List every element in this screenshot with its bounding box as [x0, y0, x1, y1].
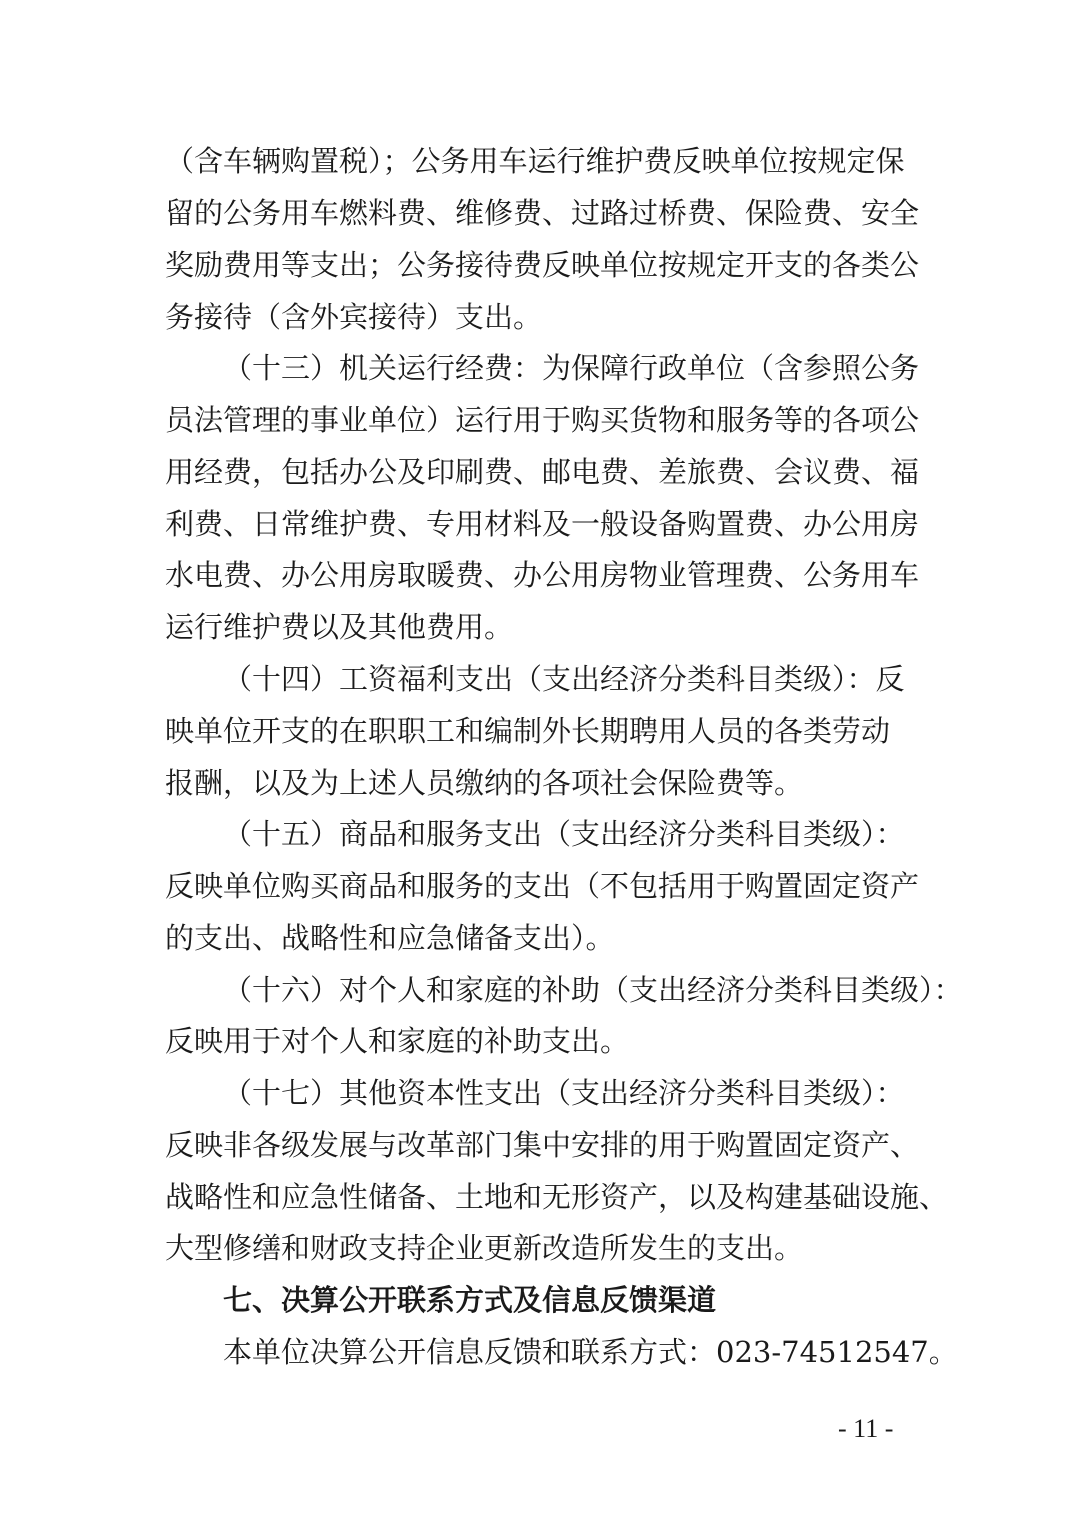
paragraph-line: 反映用于对个人和家庭的补助支出。	[165, 1024, 630, 1058]
paragraph-line: （十三）机关运行经费：为保障行政单位（含参照公务	[223, 351, 920, 385]
paragraph-line: 大型修缮和财政支持企业更新改造所发生的支出。	[165, 1231, 804, 1265]
page-number: - 11 -	[838, 1414, 894, 1443]
paragraph-line: 反映单位购买商品和服务的支出（不包括用于购置固定资产	[165, 869, 920, 903]
paragraph-line: 留的公务用车燃料费、维修费、过路过桥费、保险费、安全	[165, 196, 920, 230]
paragraph-line: 水电费、办公用房取暖费、办公用房物业管理费、公务用车	[165, 558, 920, 592]
paragraph-line: 报酬，以及为上述人员缴纳的各项社会保险费等。	[165, 766, 804, 800]
paragraph-line: 的支出、战略性和应急储备支出）。	[165, 921, 615, 955]
section-heading: 七、决算公开联系方式及信息反馈渠道	[223, 1283, 717, 1317]
paragraph-line: 映单位开支的在职职工和编制外长期聘用人员的各类劳动	[165, 714, 891, 748]
paragraph-line: 利费、日常维护费、专用材料及一般设备购置费、办公用房	[165, 507, 920, 541]
paragraph-line: （含车辆购置税）；公务用车运行维护费反映单位按规定保	[165, 144, 905, 178]
paragraph-line: 员法管理的事业单位）运行用于购买货物和服务等的各项公	[165, 403, 920, 437]
paragraph-line: （十六）对个人和家庭的补助（支出经济分类科目类级）：	[223, 973, 963, 1007]
paragraph-line: （十四）工资福利支出（支出经济分类科目类级）：反	[223, 662, 905, 696]
paragraph-line: 奖励费用等支出；公务接待费反映单位按规定开支的各类公	[165, 248, 920, 282]
contact-line: 本单位决算公开信息反馈和联系方式：023-74512547。	[223, 1335, 958, 1369]
paragraph-line: 战略性和应急性储备、土地和无形资产，以及构建基础设施、	[165, 1180, 949, 1214]
paragraph-line: 反映非各级发展与改革部门集中安排的用于购置固定资产、	[165, 1128, 920, 1162]
paragraph-line: （十七）其他资本性支出（支出经济分类科目类级）：	[223, 1076, 905, 1110]
paragraph-line: 务接待（含外宾接待）支出。	[165, 300, 543, 334]
paragraph-line: 用经费，包括办公及印刷费、邮电费、差旅费、会议费、福	[165, 455, 920, 489]
paragraph-line: （十五）商品和服务支出（支出经济分类科目类级）：	[223, 817, 905, 851]
paragraph-line: 运行维护费以及其他费用。	[165, 610, 514, 644]
